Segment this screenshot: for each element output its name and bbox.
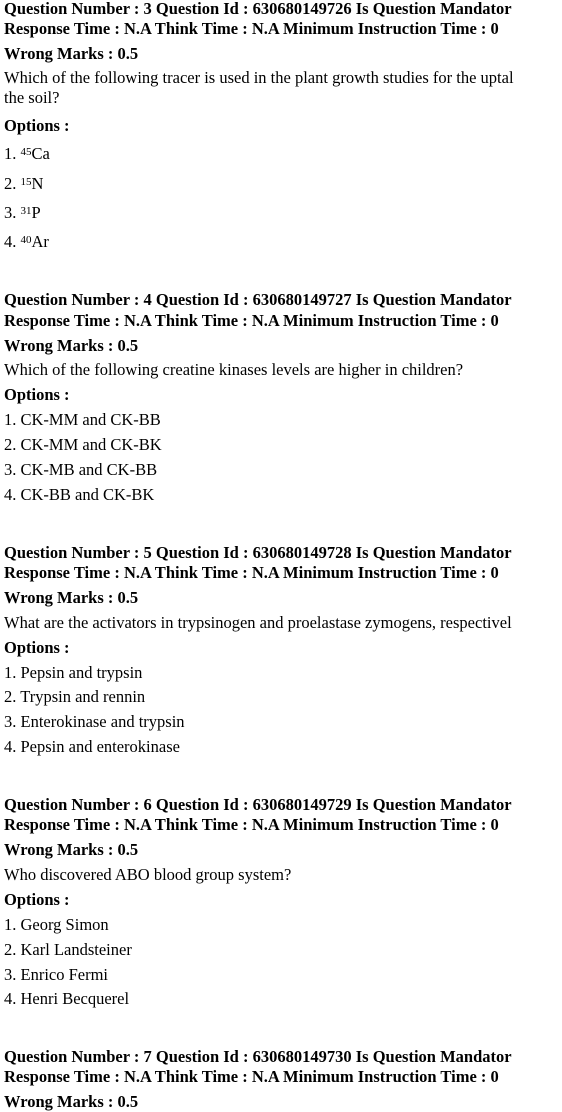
option-item: 3. Enrico Fermi [4,965,109,984]
question-header: Question Number : 4 Question Id : 630680149727 Is Question Mandator [4,290,512,309]
isotope-mass-number: 15 [20,176,32,188]
question-text: Who discovered ABO blood group system? [4,865,292,884]
wrong-marks: Wrong Marks : 0.5 [4,1092,139,1111]
isotope-mass-number: 31 [20,205,32,217]
question-text: What are the activators in trypsinogen and proelastase zymogens, respectivel [4,613,512,632]
question-timing: Response Time : N.A Think Time : N.A Minimum Instruction Time : 0 [4,815,499,834]
option-item: 4. Pepsin and enterokinase [4,737,180,756]
question-header: Question Number : 7 Question Id : 630680149730 Is Question Mandator [4,1047,512,1066]
element-symbol: Ar [31,232,49,251]
question-timing: Response Time : N.A Think Time : N.A Minimum Instruction Time : 0 [4,563,499,582]
option-item [4,144,50,164]
wrong-marks: Wrong Marks : 0.5 [4,336,139,355]
wrong-marks: Wrong Marks : 0.5 [4,44,139,63]
element-symbol: Ca [31,144,50,163]
question-header: Question Number : 5 Question Id : 630680149728 Is Question Mandator [4,543,512,562]
question-text: Which of the following creatine kinases levels are higher in children? [4,360,464,379]
option-item: 4. Henri Becquerel [4,989,130,1008]
element-symbol: N [31,174,44,193]
option-item: 3. CK-MB and CK-BB [4,460,158,479]
options-label: Options : [4,385,70,404]
isotope-mass-number: 40 [20,234,32,246]
options-label: Options : [4,116,70,135]
isotope-mass-number: 45 [20,146,32,158]
question-timing: Response Time : N.A Think Time : N.A Minimum Instruction Time : 0 [4,311,499,330]
option-item: 4. CK-BB and CK-BK [4,485,155,504]
option-number: 3. [4,203,17,222]
question-timing: Response Time : N.A Think Time : N.A Minimum Instruction Time : 0 [4,1067,499,1086]
element-symbol: P [31,203,41,222]
question-text-continued: the soil? [4,88,60,107]
question-header: Question Number : 6 Question Id : 630680149729 Is Question Mandator [4,795,512,814]
option-number: 4. [4,232,17,251]
option-item [4,203,41,223]
option-item: 1. CK-MM and CK-BB [4,410,161,429]
options-label: Options : [4,638,70,657]
option-item: 3. Enterokinase and trypsin [4,712,185,731]
wrong-marks: Wrong Marks : 0.5 [4,588,139,607]
option-item: 1. Pepsin and trypsin [4,663,143,682]
option-number: 1. [4,144,17,163]
option-item [4,232,49,252]
option-item [4,174,43,194]
wrong-marks: Wrong Marks : 0.5 [4,840,139,859]
option-item: 2. Trypsin and rennin [4,687,146,706]
option-item: 1. Georg Simon [4,915,109,934]
option-item: 2. CK-MM and CK-BK [4,435,162,454]
question-header: Question Number : 3 Question Id : 630680149726 Is Question Mandator [4,0,512,18]
question-text: Which of the following tracer is used in the plant growth studies for the uptal [4,68,514,87]
options-label: Options : [4,890,70,909]
option-number: 2. [4,174,17,193]
question-timing: Response Time : N.A Think Time : N.A Minimum Instruction Time : 0 [4,19,499,38]
option-item: 2. Karl Landsteiner [4,940,132,959]
